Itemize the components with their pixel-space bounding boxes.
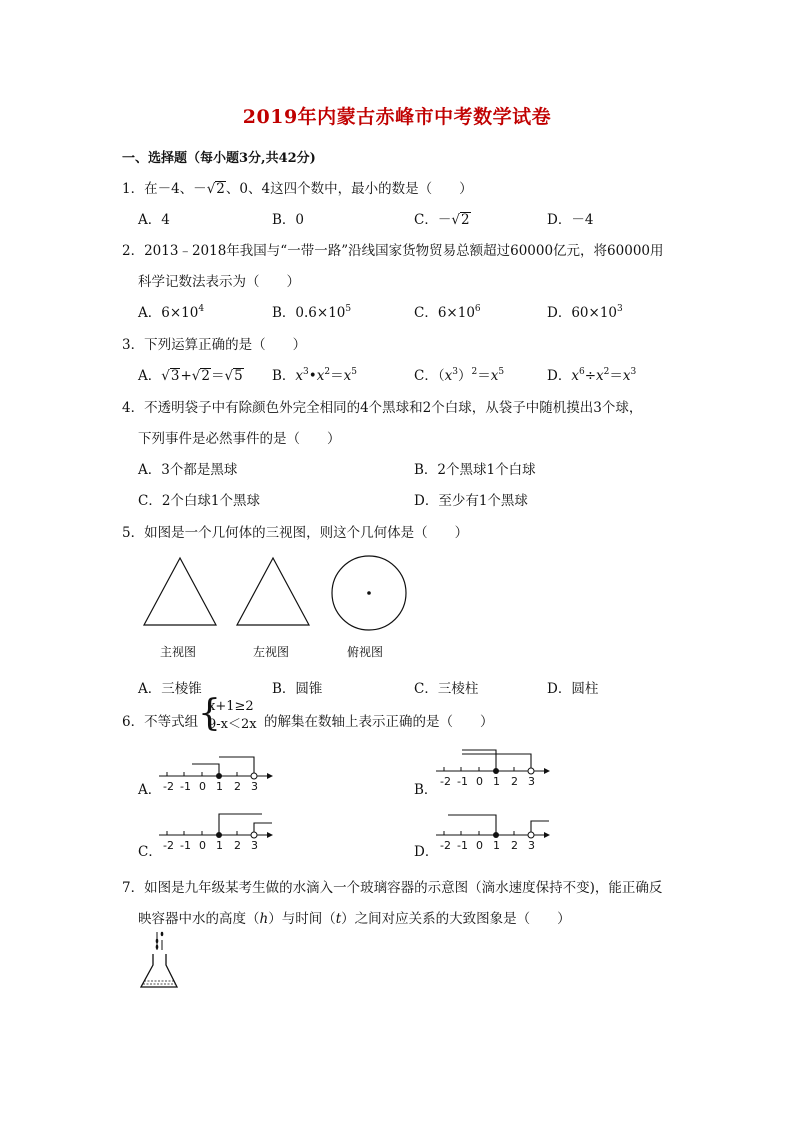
tick-label-1: 1 bbox=[216, 780, 223, 793]
q4-option-d[interactable]: D．至少有1个黑球 bbox=[414, 493, 528, 509]
q1-option-c[interactable]: C．－√2 bbox=[414, 212, 470, 228]
q3-option-b[interactable]: B．$x^3•x^2=x^5$ bbox=[272, 367, 357, 384]
q3-option-c[interactable]: C．$(x^3)^2=x^5$ bbox=[414, 367, 505, 384]
q2-option-a[interactable]: A．$6\times 10^4$ bbox=[138, 304, 205, 321]
q3-stem: 3．下列运算正确的是（ ） bbox=[122, 337, 307, 353]
svg-text:0: 0 bbox=[199, 839, 206, 852]
svg-text:1: 1 bbox=[493, 839, 500, 852]
q7-stem-line2: 映容器中水的高度（h）与时间（t）之间对应关系的大致图象是（ ） bbox=[138, 911, 571, 927]
q6-option-b[interactable]: B． bbox=[414, 782, 438, 798]
q2-option-c[interactable]: C．$6\times 10^6$ bbox=[414, 304, 481, 321]
q6-option-d[interactable]: D． bbox=[414, 844, 439, 860]
q6-option-b-numberline[interactable] bbox=[434, 748, 559, 790]
svg-text:3: 3 bbox=[528, 775, 535, 788]
svg-text:2: 2 bbox=[234, 839, 241, 852]
tick-label-2: 2 bbox=[234, 780, 241, 793]
q6-option-d-numberline[interactable] bbox=[434, 811, 559, 853]
q6-option-a-numberline[interactable] bbox=[157, 755, 282, 795]
svg-text:1: 1 bbox=[216, 839, 223, 852]
svg-text:2: 2 bbox=[511, 839, 518, 852]
q1-option-a[interactable]: A．4 bbox=[138, 212, 170, 228]
q4-option-b[interactable]: B．2个黑球1个白球 bbox=[414, 462, 536, 478]
front-view-label: 主视图 bbox=[160, 645, 197, 659]
q4-option-c[interactable]: C．2个白球1个黑球 bbox=[138, 493, 261, 509]
q7-stem-line1: 7．如图是九年级某考生做的水滴入一个玻璃容器的示意图（滴水速度保持不变)，能正确反 bbox=[122, 880, 663, 896]
top-view-label: 俯视图 bbox=[347, 645, 384, 659]
q4-option-a[interactable]: A．3个都是黑球 bbox=[138, 462, 238, 478]
flask-figure bbox=[136, 928, 186, 992]
svg-text:-2: -2 bbox=[163, 839, 174, 852]
tick-label-neg1: -1 bbox=[180, 780, 191, 793]
left-view-triangle bbox=[237, 558, 309, 625]
top-view-center-dot bbox=[367, 591, 371, 595]
q5-option-c[interactable]: C．三棱柱 bbox=[414, 681, 479, 697]
front-view-triangle bbox=[144, 558, 216, 625]
q5-option-b[interactable]: B．圆锥 bbox=[272, 681, 323, 697]
svg-text:-1: -1 bbox=[180, 839, 191, 852]
q4-stem-line1: 4．不透明袋子中有除颜色外完全相同的4个黑球和2个白球，从袋子中随机摸出3个球， bbox=[122, 400, 643, 416]
svg-text:-1: -1 bbox=[457, 775, 468, 788]
q1-option-d[interactable]: D．－4 bbox=[547, 212, 594, 228]
svg-text:1: 1 bbox=[493, 775, 500, 788]
q2-stem-line2: 科学记数法表示为（ ） bbox=[138, 274, 300, 290]
q2-option-b[interactable]: B．$0.6\times 10^5$ bbox=[272, 304, 352, 321]
svg-text:0: 0 bbox=[476, 839, 483, 852]
svg-text:-1: -1 bbox=[457, 839, 468, 852]
svg-text:0: 0 bbox=[476, 775, 483, 788]
svg-text:-2: -2 bbox=[440, 775, 451, 788]
svg-text:-2: -2 bbox=[440, 839, 451, 852]
svg-text:2: 2 bbox=[511, 775, 518, 788]
page-title: 2019年内蒙古赤峰市中考数学试卷 bbox=[242, 106, 552, 128]
left-view-label: 左视图 bbox=[253, 645, 290, 659]
inequality-system: x+1≥2 9-x＜2x bbox=[208, 699, 257, 732]
q6-option-c[interactable]: C． bbox=[138, 844, 162, 860]
q5-stem: 5．如图是一个几何体的三视图，则这个几何体是（ ） bbox=[122, 525, 469, 541]
q5-option-a[interactable]: A．三棱锥 bbox=[138, 681, 202, 697]
q2-option-d[interactable]: D．$60\times 10^3$ bbox=[547, 304, 623, 321]
svg-text:3: 3 bbox=[251, 839, 258, 852]
q3-option-d[interactable]: D．$x^6\div x^2=x^3$ bbox=[547, 367, 637, 384]
section-heading: 一、选择题（每小题3分,共42分) bbox=[122, 151, 316, 166]
tick-label-neg2: -2 bbox=[163, 780, 174, 793]
svg-text:3: 3 bbox=[528, 839, 535, 852]
q1-stem: 1．在－4、－√2、0、4这四个数中，最小的数是（ ） bbox=[122, 181, 473, 197]
tick-label-3: 3 bbox=[251, 780, 258, 793]
q4-stem-line2: 下列事件是必然事件的是（ ） bbox=[138, 431, 341, 447]
q2-stem-line1: 2．2013﹣2018年我国与“一带一路”沿线国家货物贸易总额超过60000亿元，将60000用 bbox=[122, 243, 664, 259]
q6-option-c-numberline[interactable] bbox=[157, 811, 282, 853]
q5-option-d[interactable]: D．圆柱 bbox=[547, 681, 599, 697]
q3-option-a[interactable]: A．√3+√2＝√5 bbox=[138, 368, 243, 384]
q6-option-a[interactable]: A． bbox=[138, 782, 162, 798]
system-brace: { bbox=[198, 693, 221, 734]
three-view-figure bbox=[135, 553, 425, 633]
q1-option-b[interactable]: B．0 bbox=[272, 212, 305, 228]
tick-label-0: 0 bbox=[199, 780, 206, 793]
